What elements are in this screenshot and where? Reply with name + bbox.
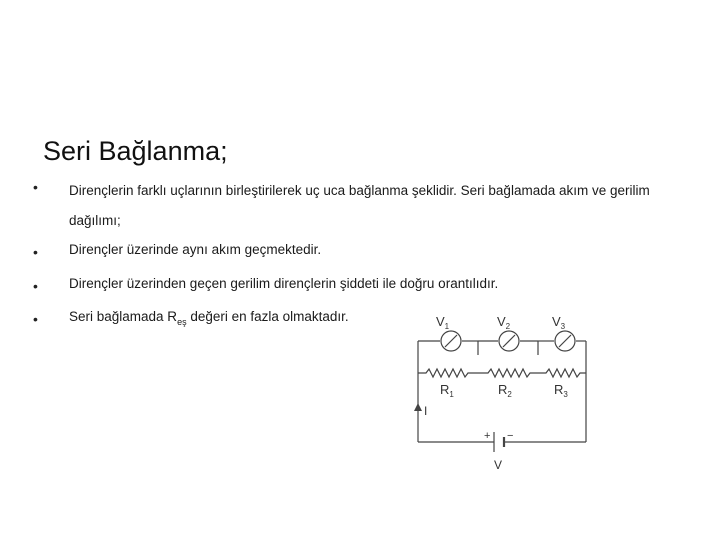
voltmeter-label: $V_2$: [497, 314, 511, 331]
battery-plus-label: +: [484, 430, 491, 442]
battery-voltage-label: V: [494, 458, 503, 472]
resistor-3: [538, 369, 586, 377]
bullet-text-part: değeri en fazla olmaktadır.: [186, 309, 349, 324]
battery-minus-label: −: [507, 430, 514, 442]
resistor-label: $R_3$: [554, 382, 568, 399]
voltmeter-3: [538, 331, 586, 355]
bullet-dot-icon: •: [33, 311, 38, 327]
battery-icon: [494, 432, 504, 452]
bullet-dot-icon: •: [33, 179, 38, 195]
bullet-text: Dirençler üzerinde aynı akım geçmektedir.: [69, 242, 322, 257]
bullet-dot-icon: •: [33, 278, 38, 294]
voltmeter-label: $V_3$: [552, 314, 566, 331]
current-label: I: [424, 404, 428, 418]
voltmeter-label: $V_1$: [436, 314, 450, 331]
voltmeter-1: [418, 331, 478, 355]
resistor-label: $R_1$: [440, 382, 454, 399]
bullet-text: Dirençler üzerinden geçen gerilim dirençlerin şiddeti ile doğru orantılıdır.: [69, 276, 499, 291]
bullet-text: Dirençlerin farklı uçlarının birleştirilerek uç uca bağlanma şeklidir. Seri bağlamada akım ve gerilim dağılımı;: [69, 183, 650, 228]
resistor-label: $R_2$: [498, 382, 512, 399]
current-arrow-icon: [414, 403, 422, 411]
resistor-1: [418, 369, 478, 377]
voltmeter-2: [478, 331, 538, 355]
req-subscript: eş: [177, 317, 187, 327]
resistor-2: [478, 369, 538, 377]
slide-title: Seri Bağlanma;: [43, 136, 228, 166]
bullet-text-part: Seri bağlamada R: [69, 309, 178, 324]
bullet-dot-icon: •: [33, 244, 38, 260]
series-circuit-diagram: [400, 305, 590, 475]
bullet-text: [69, 305, 349, 334]
